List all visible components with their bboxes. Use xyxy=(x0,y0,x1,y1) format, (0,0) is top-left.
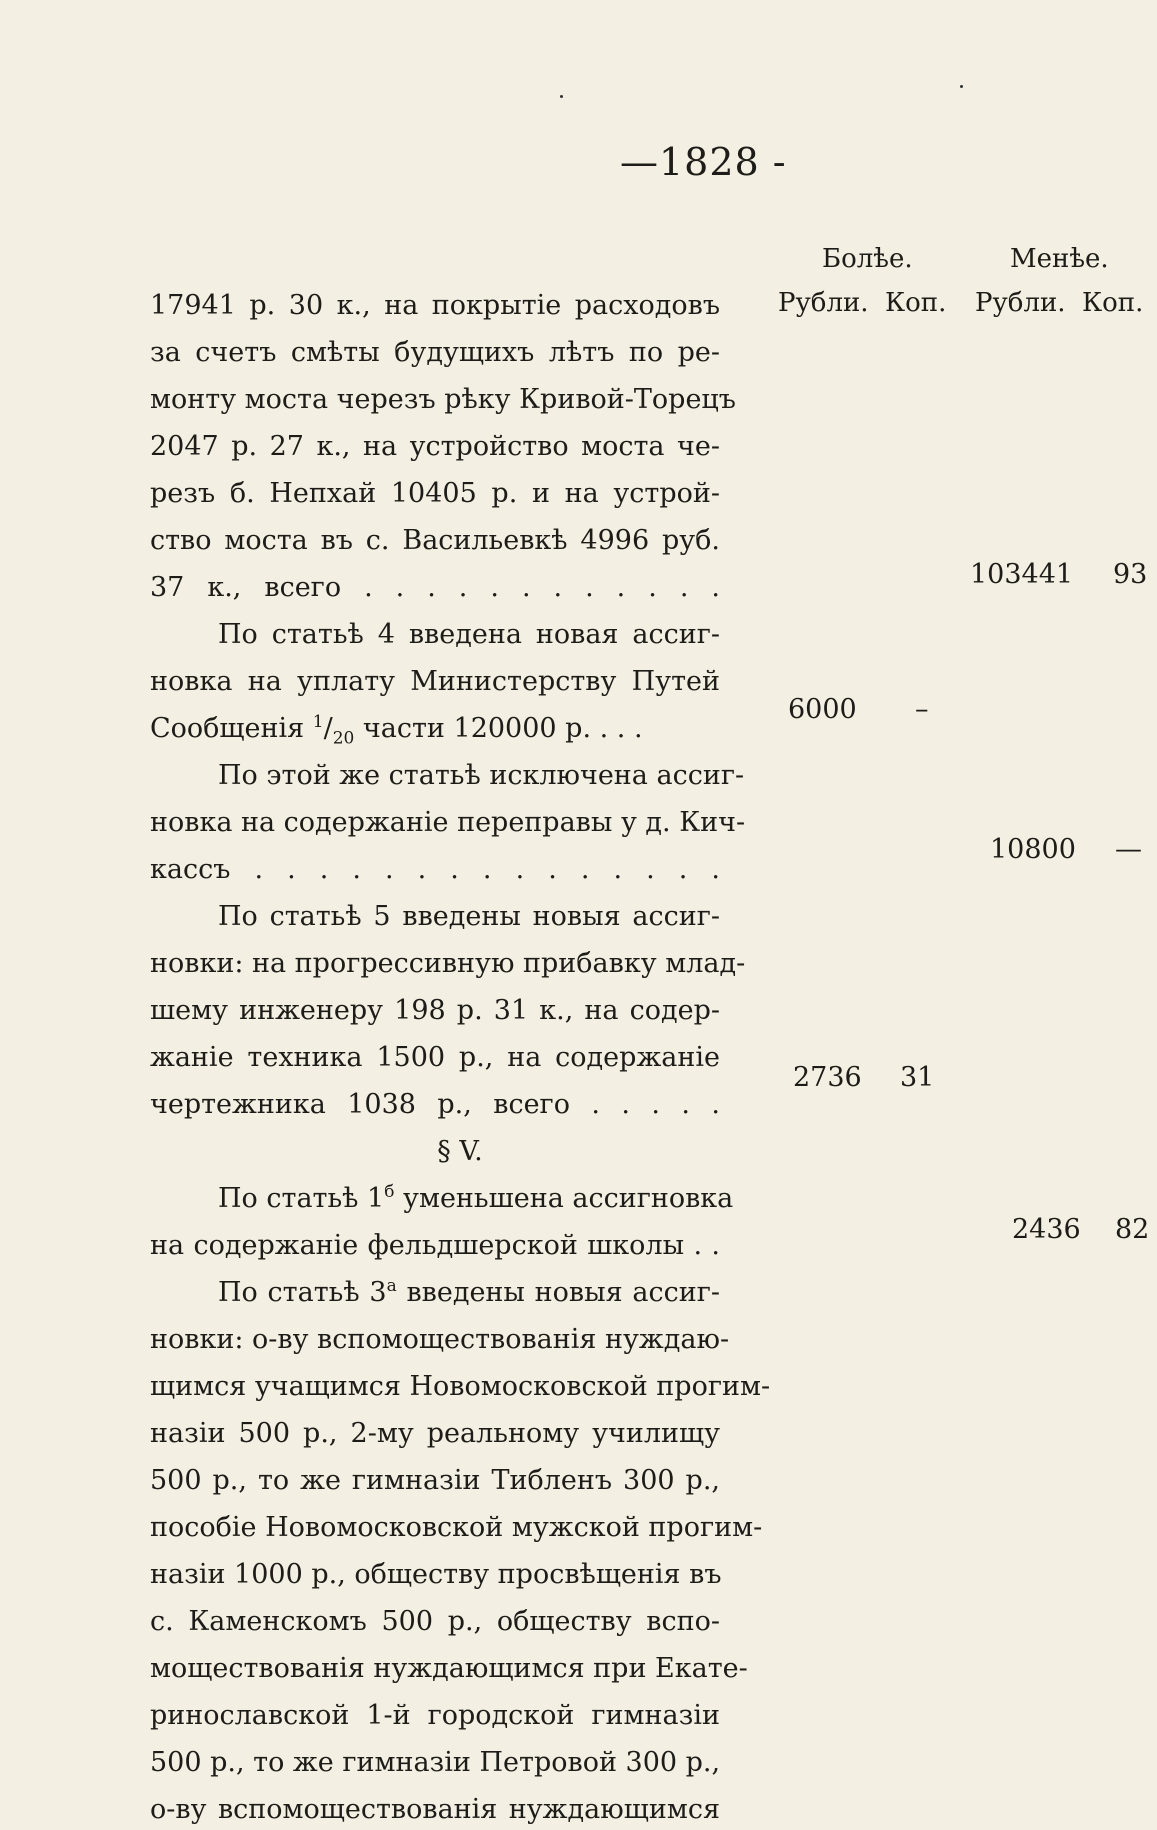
text-line: за счетъ смѣты будущихъ лѣтъ по ре- xyxy=(150,337,720,368)
text-line: ринославской 1-й городской гимназіи xyxy=(150,1700,720,1731)
header-rub-more: Рубли. xyxy=(778,288,869,318)
amount-more-rub: 2736 xyxy=(793,1062,862,1093)
header-rub-less: Рубли. xyxy=(975,288,1066,318)
text-fragment: введены новыя ассиг- xyxy=(396,1277,721,1308)
text-line-superscript xyxy=(218,1273,720,1313)
text-line: новка на уплату Министерству Путей xyxy=(150,666,720,697)
section-heading: § V. xyxy=(437,1136,483,1167)
amount-less-rub: 2436 xyxy=(1012,1214,1081,1245)
amount-more-kop: – xyxy=(915,694,929,725)
superscript: а xyxy=(386,1276,397,1296)
amount-less-kop: 93 xyxy=(1113,559,1148,590)
text-line: новки: о-ву вспомоществованія нуждаю- xyxy=(150,1324,730,1355)
text-line: По статьѣ 5 введены новыя ассиг- xyxy=(218,901,720,932)
text-line: 2047 р. 27 к., на устройство моста че- xyxy=(150,431,720,462)
amount-less-rub: 10800 xyxy=(990,834,1076,865)
text-line: шему инженеру 198 р. 31 к., на содер- xyxy=(150,995,720,1026)
text-fragment: уменьшена ассигновка xyxy=(394,1183,734,1214)
text-line: назіи 1000 р., обществу просвѣщенія въ xyxy=(150,1559,722,1590)
header-kop-less: Коп. xyxy=(1082,288,1144,318)
text-line: пособіе Новомосковской мужской прогим- xyxy=(150,1512,763,1543)
paper-speck xyxy=(960,85,963,88)
text-fragment: По статьѣ 3 xyxy=(218,1277,387,1308)
text-line: моществованія нуждающимся при Екате- xyxy=(150,1653,748,1684)
text-line: По этой же статьѣ исключена ассиг- xyxy=(218,760,745,791)
amount-less-kop: — xyxy=(1115,834,1142,865)
text-line: 17941 р. 30 к., на покрытіе расходовъ xyxy=(150,290,720,321)
text-line: ство моста въ с. Васильевкѣ 4996 руб. xyxy=(150,525,720,556)
fraction-denominator: 20 xyxy=(332,728,355,749)
header-more: Болѣе. xyxy=(822,244,913,274)
amount-less-rub: 103441 xyxy=(970,559,1074,590)
text-line: резъ б. Непхай 10405 р. и на устрой- xyxy=(150,478,720,509)
header-kop-more: Коп. xyxy=(885,288,947,318)
text-line: о-ву вспомоществованія нуждающимся xyxy=(150,1794,720,1825)
fraction: $^1/_{20}$ xyxy=(312,712,355,749)
fraction-numerator: 1 xyxy=(312,712,324,732)
page-number: —1828 - xyxy=(620,140,787,184)
text-line: щимся учащимся Новомосковской прогим- xyxy=(150,1371,771,1402)
text-line: жаніе техника 1500 р., на содержаніе xyxy=(150,1042,720,1073)
text-line: монту моста черезъ рѣку Кривой-Торецъ xyxy=(150,384,736,415)
text-line: назіи 500 р., 2-му реальному училищу xyxy=(150,1418,720,1449)
paper-speck xyxy=(560,95,563,98)
text-line: 500 р., то же гимназіи Петровой 300 р., xyxy=(150,1747,721,1778)
text-line: новки: на прогрессивную прибавку млад- xyxy=(150,948,746,979)
amount-less-kop: 82 xyxy=(1115,1214,1150,1245)
text-line: 37 к., всего . . . . . . . . . . . . xyxy=(150,572,720,603)
superscript: б xyxy=(384,1182,395,1202)
text-line: 500 р., то же гимназіи Тибленъ 300 р., xyxy=(150,1465,720,1496)
text-line: на содержаніе фельдшерской школы . . xyxy=(150,1230,720,1261)
header-less: Менѣе. xyxy=(1010,244,1109,274)
text-line-superscript xyxy=(218,1179,734,1219)
text-fragment: части 120000 р. . . . xyxy=(354,713,643,744)
text-line: чертежника 1038 р., всего . . . . . xyxy=(150,1089,720,1120)
amount-more-kop: 31 xyxy=(900,1062,935,1093)
text-line: По статьѣ 4 введена новая ассиг- xyxy=(218,619,720,650)
text-fragment: Сообщенія xyxy=(150,713,313,744)
text-line: новка на содержаніе переправы у д. Кич- xyxy=(150,807,746,838)
text-line: с. Каменскомъ 500 р., обществу вспо- xyxy=(150,1606,720,1637)
text-line-fraction xyxy=(150,709,720,749)
amount-more-rub: 6000 xyxy=(788,694,857,725)
text-fragment: По статьѣ 1 xyxy=(218,1183,385,1214)
text-line: кассъ . . . . . . . . . . . . . . . xyxy=(150,854,720,885)
